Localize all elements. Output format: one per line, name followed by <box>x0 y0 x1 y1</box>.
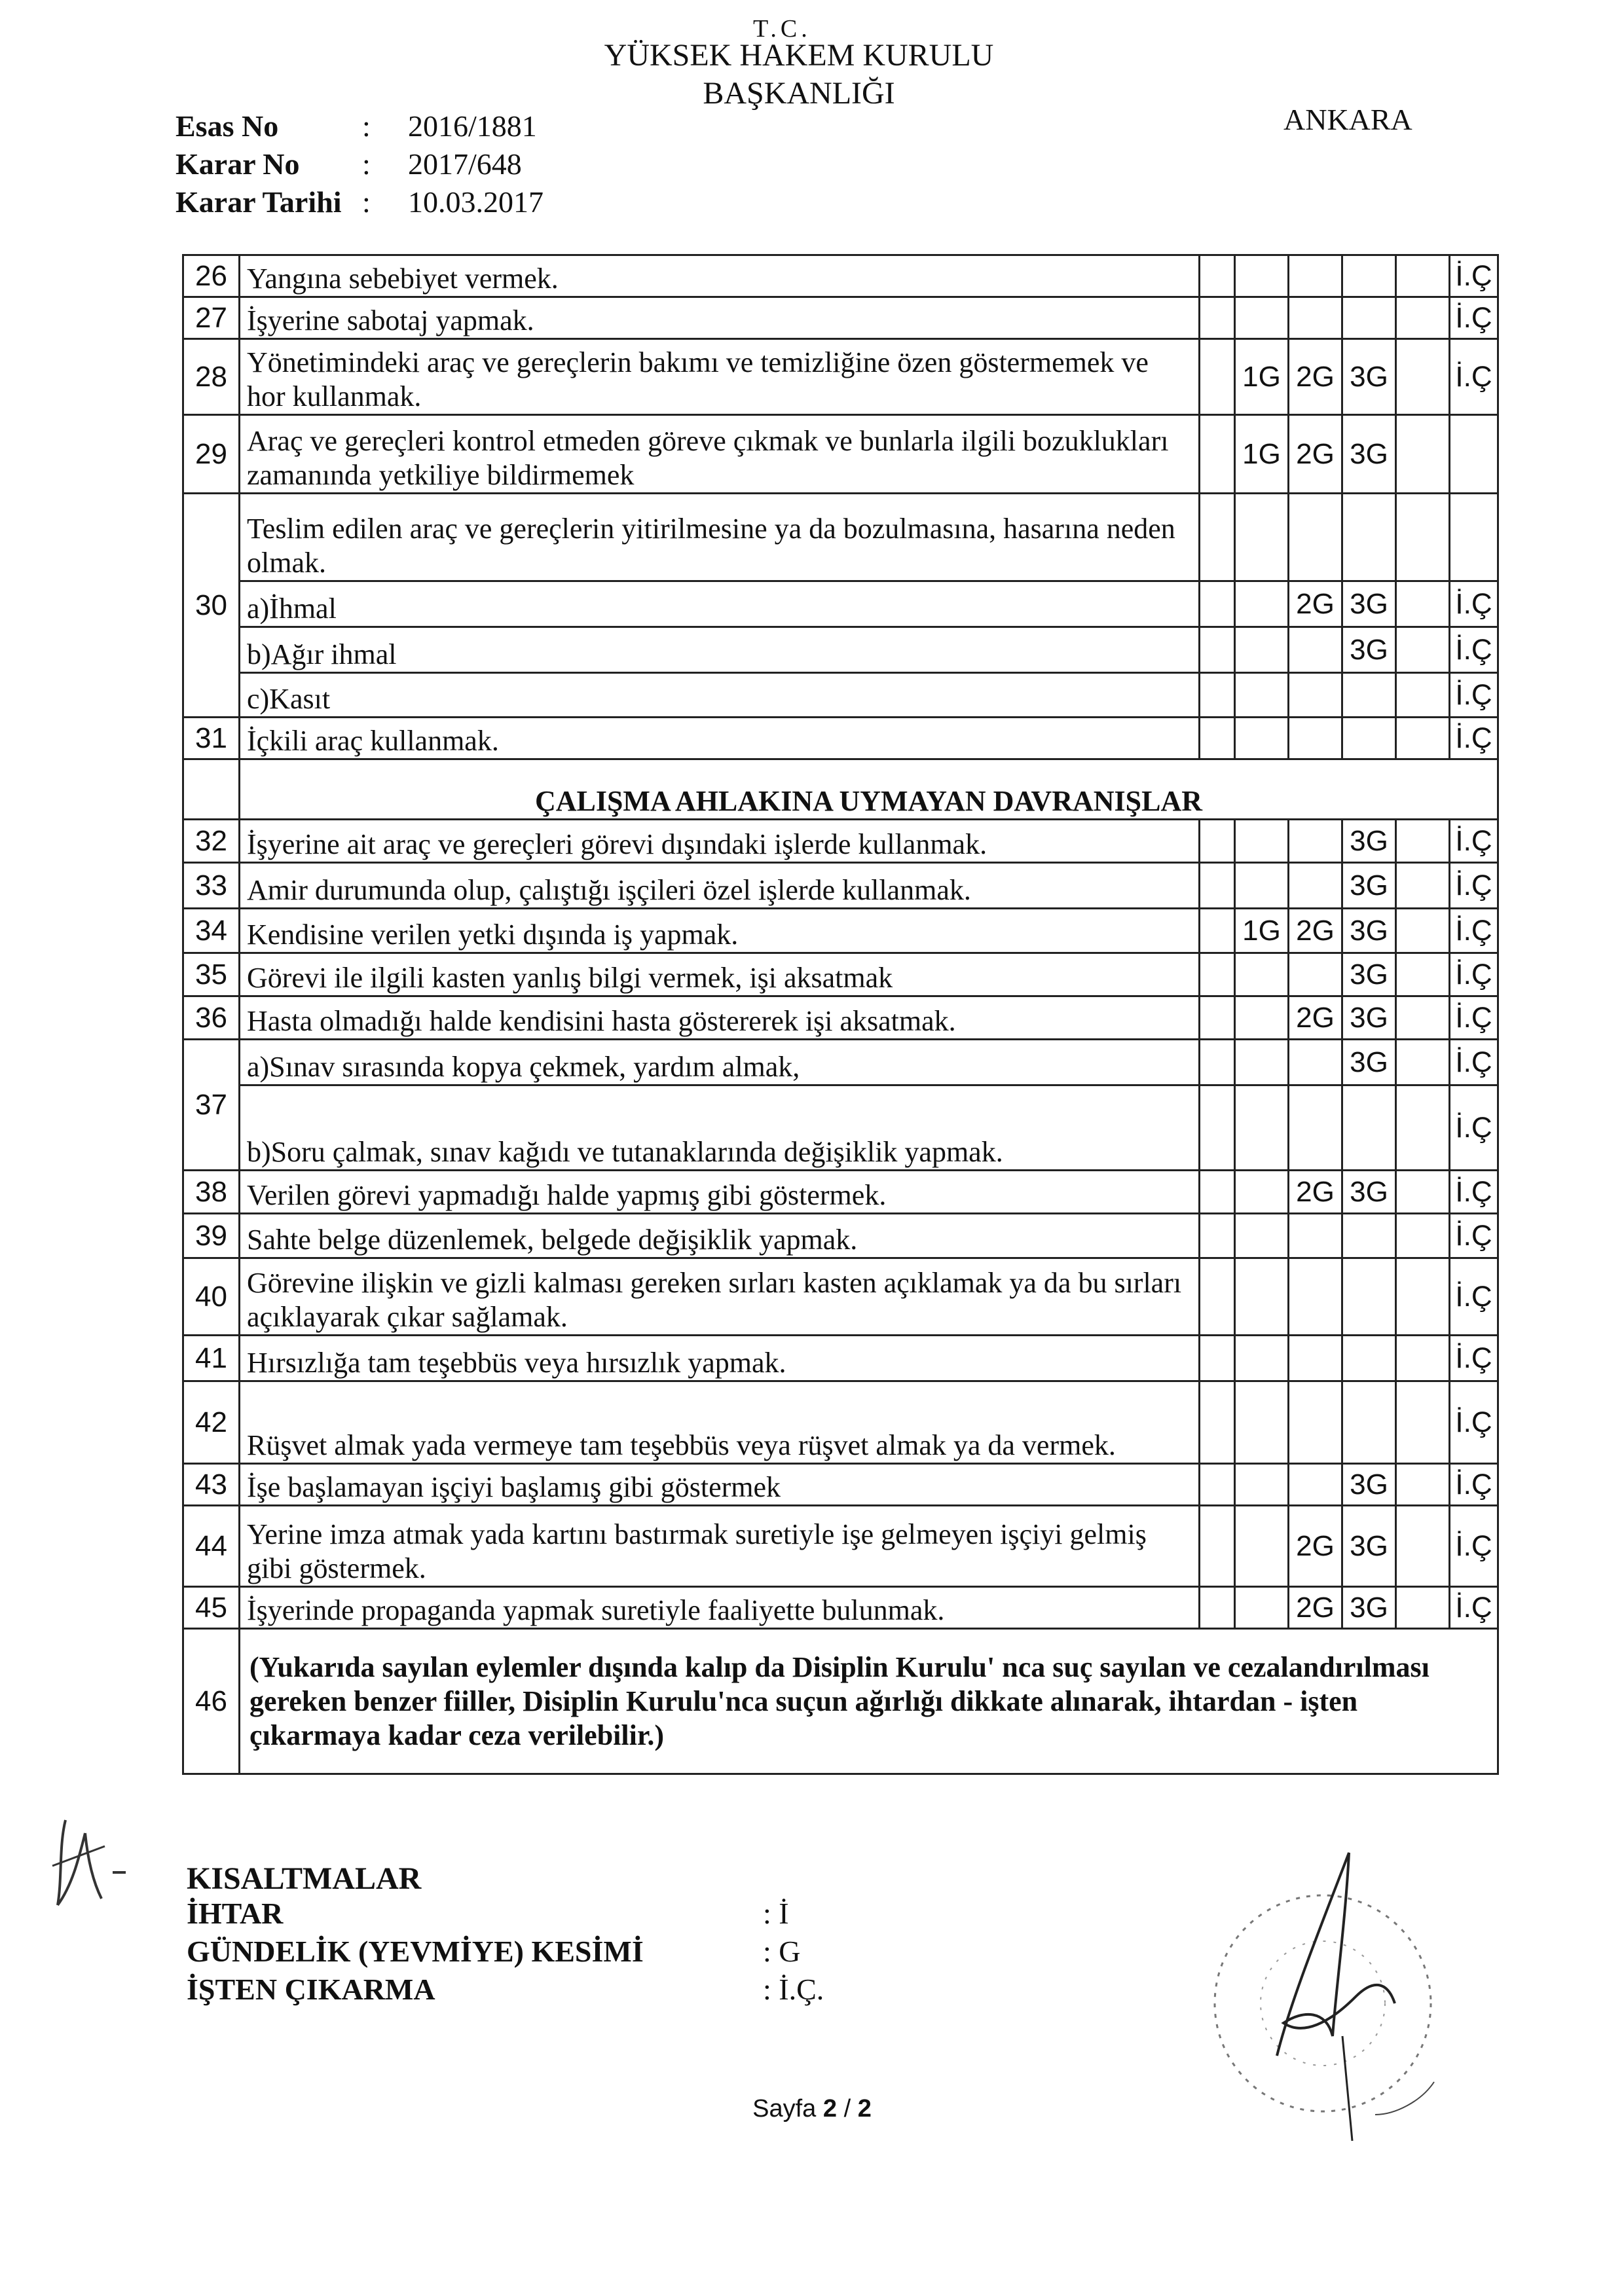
penalty-ic: İ.Ç <box>1450 718 1498 759</box>
penalty-2g <box>1289 494 1342 581</box>
meta-label: Esas No <box>175 109 279 143</box>
penalty-ic: İ.Ç <box>1450 297 1498 339</box>
penalty-1g <box>1235 953 1289 996</box>
penalty-1g <box>1235 494 1289 581</box>
row-text: İşyerinde propaganda yapmak suretiyle faaliyette bulunmak. <box>240 1587 1200 1629</box>
penalty-1g <box>1235 718 1289 759</box>
row-text-final-note: (Yukarıda sayılan eylemler dışında kalıp da Disiplin Kurulu' nca suç sayılan ve cezalandırılması gereken benzer fiiller, Disiplin Kurulu'nca suçun ağırlığı dikkate alınarak, ihtardan - işten çıkarmaya kadar ceza verilebilir.) <box>240 1629 1498 1774</box>
row-number: 29 <box>183 415 240 494</box>
penalty-3g: 3G <box>1342 1506 1396 1587</box>
abbreviation-label: GÜNDELİK (YEVMİYE) KESİMİ <box>187 1935 644 1968</box>
penalty-1g <box>1235 1040 1289 1085</box>
penalty-ic: İ.Ç <box>1450 820 1498 863</box>
table-row <box>183 297 1498 339</box>
meta-label: Karar Tarihi <box>175 185 342 219</box>
table-row <box>183 996 1498 1040</box>
penalty-2g <box>1289 820 1342 863</box>
penalty-ic: İ.Ç <box>1450 909 1498 953</box>
penalty-1g <box>1235 297 1289 339</box>
penalty-3g: 3G <box>1342 820 1396 863</box>
row-number: 46 <box>183 1629 240 1774</box>
penalty-ic: İ.Ç <box>1450 1171 1498 1214</box>
row-number: 31 <box>183 718 240 759</box>
meta-label: Karar No <box>175 147 300 181</box>
abbreviation-value: : İ <box>763 1897 789 1930</box>
penalty-3g: 3G <box>1342 581 1396 627</box>
penalty-ic: İ.Ç <box>1450 255 1498 297</box>
penalty-3g: 3G <box>1342 1464 1396 1506</box>
section-header-row <box>183 759 1498 820</box>
row-text: Teslim edilen araç ve gereçlerin yitirilmesine ya da bozulmasına, hasarına neden olmak. <box>240 494 1200 581</box>
table-row <box>183 1506 1498 1587</box>
penalty-3g <box>1342 255 1396 297</box>
section-heading: ÇALIŞMA AHLAKINA UYMAYAN DAVRANIŞLAR <box>240 759 1498 820</box>
penalty-1g <box>1235 1381 1289 1464</box>
row-number: 32 <box>183 820 240 863</box>
penalty-1g <box>1235 1587 1289 1629</box>
table-row <box>183 1381 1498 1464</box>
penalty-2g: 2G <box>1289 996 1342 1040</box>
penalty-3g <box>1342 297 1396 339</box>
table-row <box>183 339 1498 415</box>
header-top-mark: T.C. <box>753 15 811 43</box>
penalty-ic: İ.Ç <box>1450 1258 1498 1336</box>
penalty-2g <box>1289 1381 1342 1464</box>
row-text: Sahte belge düzenlemek, belgede değişiklik yapmak. <box>240 1214 1200 1258</box>
penalty-1g <box>1235 1085 1289 1171</box>
row-text: İşyerine ait araç ve gereçleri görevi dışındaki işlerde kullanmak. <box>240 820 1200 863</box>
row-number: 27 <box>183 297 240 339</box>
penalty-2g <box>1289 1085 1342 1171</box>
row-number: 28 <box>183 339 240 415</box>
row-text: İçkili araç kullanmak. <box>240 718 1200 759</box>
page-number <box>681 2095 943 2123</box>
row-text: Hırsızlığa tam teşebbüs veya hırsızlık yapmak. <box>240 1336 1200 1381</box>
table-row <box>183 820 1498 863</box>
table-row <box>183 909 1498 953</box>
city-label: ANKARA <box>1283 103 1412 136</box>
penalty-2g <box>1289 297 1342 339</box>
table-row-final <box>183 1629 1498 1774</box>
penalty-2g <box>1289 627 1342 673</box>
table-row <box>183 1336 1498 1381</box>
signature-stamp-icon <box>1179 1840 1473 2147</box>
penalty-1g <box>1235 1506 1289 1587</box>
penalty-3g: 3G <box>1342 415 1396 494</box>
penalty-1g <box>1235 1464 1289 1506</box>
row-number: 38 <box>183 1171 240 1214</box>
abbreviation-value: : İ.Ç. <box>763 1973 824 2006</box>
row-number: 40 <box>183 1258 240 1336</box>
handwritten-initials-icon <box>39 1807 138 1918</box>
penalty-2g <box>1289 953 1342 996</box>
penalty-ic: İ.Ç <box>1450 1381 1498 1464</box>
table-row <box>183 1587 1498 1629</box>
meta-row-karar: Karar No : 2017/648 <box>175 145 544 183</box>
page-prefix: Sayfa <box>752 2095 823 2123</box>
penalty-3g <box>1342 718 1396 759</box>
row-number: 45 <box>183 1587 240 1629</box>
penalty-2g: 2G <box>1289 581 1342 627</box>
penalty-2g <box>1289 718 1342 759</box>
table-row <box>183 1464 1498 1506</box>
page-total: 2 <box>857 2095 872 2123</box>
row-number: 33 <box>183 863 240 909</box>
row-text: Görevine ilişkin ve gizli kalması gereken sırları kasten açıklamak ya da bu sırları açıklayarak çıkar sağlamak. <box>240 1258 1200 1336</box>
institution-title-line1: YÜKSEK HAKEM KURULU <box>604 38 994 73</box>
penalty-2g <box>1289 1464 1342 1506</box>
penalty-ic <box>1450 415 1498 494</box>
row-text: Kendisine verilen yetki dışında iş yapmak. <box>240 909 1200 953</box>
penalty-2g <box>1289 1040 1342 1085</box>
penalty-3g: 3G <box>1342 863 1396 909</box>
penalty-2g: 2G <box>1289 1171 1342 1214</box>
penalty-2g <box>1289 1214 1342 1258</box>
page-current: 2 <box>822 2095 838 2123</box>
row-text: b)Ağır ihmal <box>240 627 1200 673</box>
penalty-1g <box>1235 1171 1289 1214</box>
row-number: 41 <box>183 1336 240 1381</box>
penalty-ic: İ.Ç <box>1450 581 1498 627</box>
penalty-1g <box>1235 627 1289 673</box>
row-number: 44 <box>183 1506 240 1587</box>
row-text: İşyerine sabotaj yapmak. <box>240 297 1200 339</box>
penalty-ic: İ.Ç <box>1450 996 1498 1040</box>
row-text: Amir durumunda olup, çalıştığı işçileri özel işlerde kullanmak. <box>240 863 1200 909</box>
penalty-ic: İ.Ç <box>1450 1040 1498 1085</box>
row-number: 35 <box>183 953 240 996</box>
penalty-ic: İ.Ç <box>1450 863 1498 909</box>
row-number: 37 <box>183 1040 240 1171</box>
penalty-1g <box>1235 820 1289 863</box>
penalty-3g <box>1342 1336 1396 1381</box>
meta-value: 2017/648 <box>408 147 522 181</box>
table-row <box>183 1040 1498 1085</box>
penalty-1g <box>1235 1336 1289 1381</box>
row-number: 30 <box>183 494 240 718</box>
penalty-1g: 1G <box>1235 909 1289 953</box>
penalty-1g <box>1235 1258 1289 1336</box>
institution-title <box>511 37 1087 113</box>
penalty-3g: 3G <box>1342 339 1396 415</box>
abbreviation-label: İŞTEN ÇIKARMA <box>187 1973 435 2006</box>
penalty-1g <box>1235 863 1289 909</box>
penalty-1g <box>1235 673 1289 718</box>
table-row <box>183 673 1498 718</box>
row-text: c)Kasıt <box>240 673 1200 718</box>
penalty-ic: İ.Ç <box>1450 1464 1498 1506</box>
penalty-ic: İ.Ç <box>1450 1506 1498 1587</box>
penalty-2g <box>1289 1258 1342 1336</box>
penalty-3g: 3G <box>1342 1171 1396 1214</box>
table-row <box>183 1171 1498 1214</box>
table-row <box>183 415 1498 494</box>
table-row <box>183 1258 1498 1336</box>
penalty-2g <box>1289 1336 1342 1381</box>
penalty-2g <box>1289 863 1342 909</box>
penalty-3g: 3G <box>1342 1587 1396 1629</box>
row-number: 26 <box>183 255 240 297</box>
row-number: 36 <box>183 996 240 1040</box>
penalty-3g <box>1342 1381 1396 1464</box>
table-row <box>183 494 1498 581</box>
penalty-2g: 2G <box>1289 1506 1342 1587</box>
penalty-table <box>182 254 1499 1775</box>
penalty-1g: 1G <box>1235 415 1289 494</box>
table-row <box>183 953 1498 996</box>
penalty-2g: 2G <box>1289 909 1342 953</box>
row-text: Yerine imza atmak yada kartını bastırmak suretiyle işe gelmeyen işçiyi gelmiş gibi göstermek. <box>240 1506 1200 1587</box>
abbreviations-title: KISALTMALAR <box>187 1861 422 1896</box>
penalty-2g: 2G <box>1289 415 1342 494</box>
penalty-ic: İ.Ç <box>1450 627 1498 673</box>
penalty-3g <box>1342 1258 1396 1336</box>
penalty-ic: İ.Ç <box>1450 339 1498 415</box>
penalty-ic: İ.Ç <box>1450 1587 1498 1629</box>
abbreviation-value: : G <box>763 1935 801 1968</box>
penalty-ic: İ.Ç <box>1450 953 1498 996</box>
row-text: Rüşvet almak yada vermeye tam teşebbüs veya rüşvet almak ya da vermek. <box>240 1381 1200 1464</box>
penalty-1g <box>1235 581 1289 627</box>
penalty-1g <box>1235 255 1289 297</box>
penalty-3g <box>1342 1214 1396 1258</box>
penalty-ic: İ.Ç <box>1450 1336 1498 1381</box>
case-meta <box>175 107 544 221</box>
row-text: Yönetimindeki araç ve gereçlerin bakımı ve temizliğine özen göstermemek ve hor kullanmak. <box>240 339 1200 415</box>
table-row <box>183 1085 1498 1171</box>
page-separator: / <box>837 2095 858 2123</box>
penalty-3g: 3G <box>1342 953 1396 996</box>
penalty-2g: 2G <box>1289 339 1342 415</box>
abbreviation-label: İHTAR <box>187 1897 284 1930</box>
meta-row-tarih: Karar Tarihi : 10.03.2017 <box>175 183 544 221</box>
table-row <box>183 863 1498 909</box>
penalty-3g: 3G <box>1342 909 1396 953</box>
meta-value: 10.03.2017 <box>408 185 544 219</box>
penalty-ic <box>1450 494 1498 581</box>
penalty-1g <box>1235 996 1289 1040</box>
row-text: Görevi ile ilgili kasten yanlış bilgi vermek, işi aksatmak <box>240 953 1200 996</box>
penalty-3g: 3G <box>1342 627 1396 673</box>
penalty-3g: 3G <box>1342 996 1396 1040</box>
penalty-1g: 1G <box>1235 339 1289 415</box>
row-text: Verilen görevi yapmadığı halde yapmış gibi göstermek. <box>240 1171 1200 1214</box>
penalty-2g <box>1289 673 1342 718</box>
penalty-ic: İ.Ç <box>1450 673 1498 718</box>
row-text: Araç ve gereçleri kontrol etmeden göreve çıkmak ve bunlarla ilgili bozuklukları zamanında yetkiliye bildirmemek <box>240 415 1200 494</box>
penalty-ic: İ.Ç <box>1450 1214 1498 1258</box>
penalty-2g: 2G <box>1289 1587 1342 1629</box>
penalty-1g <box>1235 1214 1289 1258</box>
table-row <box>183 627 1498 673</box>
row-number: 34 <box>183 909 240 953</box>
penalty-ic: İ.Ç <box>1450 1085 1498 1171</box>
penalty-3g: 3G <box>1342 1040 1396 1085</box>
row-number: 39 <box>183 1214 240 1258</box>
table-row <box>183 255 1498 297</box>
row-text: b)Soru çalmak, sınav kağıdı ve tutanaklarında değişiklik yapmak. <box>240 1085 1200 1171</box>
institution-title-line2: BAŞKANLIĞI <box>703 76 895 111</box>
row-number: 42 <box>183 1381 240 1464</box>
row-text: a)Sınav sırasında kopya çekmek, yardım almak, <box>240 1040 1200 1085</box>
penalty-3g <box>1342 1085 1396 1171</box>
table-row <box>183 581 1498 627</box>
meta-value: 2016/1881 <box>408 109 537 143</box>
meta-row-esas: Esas No : 2016/1881 <box>175 107 544 145</box>
penalty-3g <box>1342 673 1396 718</box>
row-text: Hasta olmadığı halde kendisini hasta göstererek işi aksatmak. <box>240 996 1200 1040</box>
row-text: Yangına sebebiyet vermek. <box>240 255 1200 297</box>
table-row <box>183 1214 1498 1258</box>
row-text: a)İhmal <box>240 581 1200 627</box>
penalty-2g <box>1289 255 1342 297</box>
penalty-3g <box>1342 494 1396 581</box>
table-row <box>183 718 1498 759</box>
row-number: 43 <box>183 1464 240 1506</box>
row-text: İşe başlamayan işçiyi başlamış gibi göstermek <box>240 1464 1200 1506</box>
